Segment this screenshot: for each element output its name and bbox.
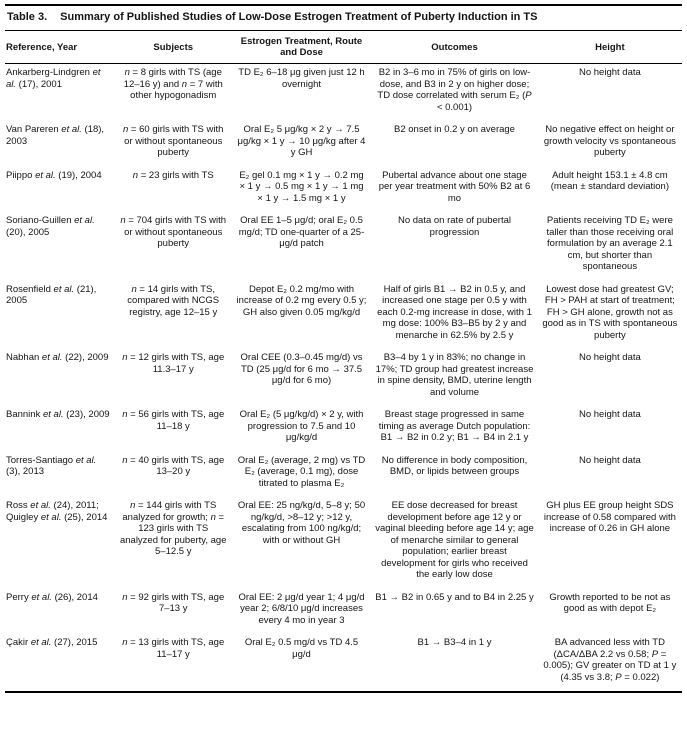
text: Bannink bbox=[6, 409, 43, 420]
header-row bbox=[5, 31, 682, 64]
text: = 7 with other hypogonadism bbox=[130, 78, 223, 101]
italic-text: n bbox=[122, 637, 128, 648]
text: (27), 2015 bbox=[51, 637, 98, 648]
italic-text: P bbox=[525, 90, 532, 101]
cell-treatment: Depot E₂ 0.2 mg/mo with increase of 0.2 mg every 0.5 y; GH also given 0.05 mg/kg/d bbox=[236, 283, 367, 318]
study-row-0 bbox=[5, 64, 682, 122]
cell-treatment: Oral E₂ 0.5 mg/d vs TD 4.5 μg/d bbox=[244, 637, 359, 660]
text: = 23 girls with TS bbox=[138, 169, 214, 181]
italic-text: P bbox=[615, 671, 622, 683]
text: Nabhan bbox=[6, 352, 42, 363]
italic-text: n bbox=[122, 352, 128, 363]
text: = 704 girls with TS with or without spontaneous puberty bbox=[124, 215, 227, 249]
text: (17), 2001 bbox=[16, 78, 62, 90]
cell-height: Lowest dose had greatest GV; FH > PAH at start of treatment; FH > GH alone, growth not as good as in TS with spontaneous puberty bbox=[542, 283, 678, 341]
italic-text: et al. bbox=[42, 409, 64, 420]
cell-height: No height data bbox=[578, 67, 641, 78]
text: = 8 girls with TS (age 12–16 y) and bbox=[123, 67, 222, 90]
study-row-8 bbox=[5, 497, 682, 589]
text: (19), 2004 bbox=[55, 169, 102, 181]
table-body bbox=[5, 64, 682, 693]
cell-subjects bbox=[115, 121, 232, 167]
cell-treatment: Oral EE: 2 μg/d year 1; 4 μg/d year 2; 6/8/10 μg/d increases every 4 mo in year 3 bbox=[238, 591, 365, 626]
text: Perry bbox=[6, 591, 32, 603]
text: = 12 girls with TS, age 11.3–17 y bbox=[127, 352, 225, 375]
cell-subjects bbox=[115, 281, 232, 350]
italic-text: et al. bbox=[61, 124, 82, 135]
cell-subjects bbox=[115, 634, 232, 692]
text: (3), 2013 bbox=[6, 466, 45, 477]
cell-outcomes: B1 → B2 in 0.65 y and to B4 in 2.25 y bbox=[375, 591, 534, 603]
study-row-7 bbox=[5, 452, 682, 498]
italic-text: n bbox=[131, 283, 137, 295]
italic-text: et al. bbox=[40, 511, 62, 523]
cell-height: No negative effect on height or growth velocity vs spontaneous puberty bbox=[543, 124, 676, 158]
cell-reference bbox=[5, 121, 115, 167]
italic-text: et al. bbox=[75, 454, 97, 466]
text: = 92 girls with TS, age 7–13 y bbox=[127, 591, 225, 614]
cell-outcomes: B1 → B3–4 in 1 y bbox=[417, 637, 492, 648]
italic-text: et al. bbox=[74, 215, 95, 226]
cell-subjects bbox=[115, 349, 232, 406]
text: = 56 girls with TS, age 11–18 y bbox=[127, 409, 225, 432]
col-header-reference-year: Reference, Year bbox=[6, 41, 78, 53]
text: (26), 2014 bbox=[51, 591, 98, 603]
text: = 13 girls with TS, age 11–17 y bbox=[127, 637, 225, 660]
italic-text: n bbox=[130, 500, 136, 511]
cell-subjects bbox=[115, 497, 232, 589]
cell-treatment: Oral CEE (0.3–0.45 mg/d) vs TD (25 μg/d for 6 mo → 37.5 μg/d for 6 mo) bbox=[240, 352, 363, 386]
cell-reference bbox=[5, 452, 115, 498]
cell-subjects bbox=[115, 167, 232, 213]
cell-height: Patients receiving TD E₂ were taller than those receiving oral formulation by an average 2.1 cm, but shorter than spontaneous bbox=[546, 215, 674, 272]
cell-outcomes: No data on rate of pubertal progression bbox=[397, 215, 512, 238]
table-title bbox=[5, 4, 682, 31]
cell-height: Growth reported to be not as good as with depot E₂ bbox=[549, 591, 671, 614]
cell-reference bbox=[5, 281, 115, 350]
cell-subjects bbox=[115, 589, 232, 635]
text: = 0.022) bbox=[621, 671, 660, 683]
study-row-3 bbox=[5, 212, 682, 281]
text: (25), 2014 bbox=[61, 511, 108, 523]
cell-outcomes: No difference in body composition, BMD, or lipids between groups bbox=[381, 454, 528, 477]
text: Ross bbox=[6, 500, 31, 511]
text: = 123 girls with TS analyzed for puberty, age 5–12.5 y bbox=[119, 511, 227, 557]
cell-treatment: Oral E₂ 5 μg/kg × 2 y → 7.5 μg/kg × 1 y → 10 μg/kg after 4 y GH bbox=[237, 124, 366, 158]
cell-outcomes: EE dose decreased for breast development before age 12 y or vaginal bleeding before age 14 y; age of menarche similar to general population; earlier breast development for girls who received the early low dose bbox=[375, 500, 534, 580]
italic-text: et al. bbox=[31, 591, 52, 603]
text: Piippo bbox=[6, 169, 36, 181]
italic-text: n bbox=[210, 511, 216, 523]
study-row-6 bbox=[5, 406, 682, 452]
col-header-subjects: Subjects bbox=[153, 41, 194, 53]
study-row-4 bbox=[5, 281, 682, 350]
text: < 0.001) bbox=[436, 101, 473, 113]
italic-text: n bbox=[132, 169, 139, 181]
table-number: Table 3. bbox=[7, 11, 48, 23]
cell-treatment: TD E₂ 6–18 μg given just 12 h overnight bbox=[238, 67, 365, 90]
text: Ankarberg-Lindgren bbox=[6, 67, 93, 78]
text: (21), 2005 bbox=[6, 283, 97, 306]
cell-reference bbox=[5, 212, 115, 281]
text: = 60 girls with TS with or without spontaneous puberty bbox=[124, 124, 224, 158]
table-caption: Summary of Published Studies of Low-Dose Estrogen Treatment of Puberty Induction in TS bbox=[60, 11, 538, 23]
italic-text: et al. bbox=[30, 637, 52, 648]
cell-subjects bbox=[115, 212, 232, 281]
italic-text: n bbox=[122, 454, 128, 466]
text: B2 in 3–6 mo in 75% of girls on low-dose, and B3 in 2 y on higher dose; TD dose correlated with serum E₂ ( bbox=[377, 67, 531, 101]
text: Soriano-Guillen bbox=[6, 215, 75, 226]
text: = 14 girls with TS, compared with NCGS registry, age 12–15 y bbox=[127, 283, 220, 318]
text: Van Pareren bbox=[6, 124, 62, 135]
col-header-height: Height bbox=[595, 41, 625, 53]
italic-text: et al. bbox=[30, 500, 51, 511]
text: (20), 2005 bbox=[6, 226, 50, 238]
cell-height: No height data bbox=[578, 409, 641, 420]
cell-treatment: Oral EE 1–5 μg/d; oral E₂ 0.5 mg/d; TD one-quarter of a 25-μg/d patch bbox=[238, 215, 365, 249]
cell-treatment: Oral E₂ (5 μg/kg/d) × 2 y, with progression to 7.5 and 10 μg/kg/d bbox=[239, 409, 364, 443]
cell-height: GH plus EE group height SDS increase of 0.58 compared with increase of 0.26 in GH alone bbox=[543, 500, 676, 534]
cell-reference bbox=[5, 167, 115, 213]
text: Çakir bbox=[6, 637, 31, 648]
col-header-estrogen-treatment: Estrogen Treatment, Route and Dose bbox=[240, 36, 363, 58]
italic-text: n bbox=[124, 67, 130, 78]
cell-height: Adult height 153.1 ± 4.8 cm (mean ± standard deviation) bbox=[550, 169, 669, 192]
cell-height: No height data bbox=[578, 352, 641, 363]
italic-text: n bbox=[181, 78, 188, 90]
cell-treatment: Oral E₂ (average, 2 mg) vs TD E₂ (average, 0.1 mg), dose titrated to plasma E₂ bbox=[237, 454, 366, 489]
cell-outcomes: Breast stage progressed in same timing as average Dutch population: B1 → B2 in 0.2 y; B1 → B4 in 2.1 y bbox=[378, 409, 531, 443]
cell-outcomes: B2 onset in 0.2 y on average bbox=[394, 124, 515, 135]
cell-height: No height data bbox=[578, 454, 641, 466]
cell-treatment: Oral EE: 25 ng/kg/d, 5–8 y; 50 ng/kg/d, >8–12 y; >12 y, escalating from 100 ng/kg/d; with or without GH bbox=[237, 500, 366, 546]
italic-text: n bbox=[122, 409, 128, 420]
cell-outcomes: Half of girls B1 → B2 in 0.5 y, and increased one stage per 0.5 y with each 0.2-mg increase in dose, with 1 mg dose: 100% B3–B5 by 2 y and menarche in 62.5% by 2.5 y bbox=[377, 283, 532, 341]
cell-subjects bbox=[115, 452, 232, 498]
cell-treatment: E₂ gel 0.1 mg × 1 y → 0.2 mg × 1 y → 0.5 mg × 1 y → 1 mg × 1 y → 1.5 mg × 1 y bbox=[239, 169, 364, 204]
text: Torres-Santiago bbox=[6, 454, 76, 466]
text: = 0.005); GV greater on TD at 1 y (4.35 vs 3.8; bbox=[543, 648, 677, 683]
study-row-10 bbox=[5, 634, 682, 692]
study-row-2 bbox=[5, 167, 682, 213]
cell-reference bbox=[5, 349, 115, 406]
study-row-1 bbox=[5, 121, 682, 167]
text: = 40 girls with TS, age 13–20 y bbox=[127, 454, 225, 477]
text: BA advanced less with TD (ΔCA/ΔBA 2.2 vs 0.58; bbox=[553, 637, 665, 660]
cell-outcomes bbox=[371, 64, 538, 122]
studies-table bbox=[5, 31, 682, 693]
table-head bbox=[5, 31, 682, 64]
text: (18), 2003 bbox=[6, 124, 105, 147]
cell-height bbox=[538, 634, 682, 692]
text: (22), 2009 bbox=[62, 352, 109, 363]
cell-outcomes: Pubertal advance about one stage per year treatment with 50% B2 at 6 mo bbox=[378, 169, 531, 204]
cell-reference bbox=[5, 406, 115, 452]
study-row-9 bbox=[5, 589, 682, 635]
italic-text: n bbox=[122, 591, 128, 603]
study-row-5 bbox=[5, 349, 682, 406]
italic-text: n bbox=[123, 124, 129, 135]
text: Rosenfield bbox=[6, 283, 54, 295]
italic-text: et al. bbox=[41, 352, 63, 363]
italic-text: et al. bbox=[53, 283, 75, 295]
text: (23), 2009 bbox=[63, 409, 110, 420]
cell-reference bbox=[5, 497, 115, 589]
cell-subjects bbox=[115, 64, 232, 122]
cell-subjects bbox=[115, 406, 232, 452]
cell-reference bbox=[5, 589, 115, 635]
italic-text: et al. bbox=[6, 67, 101, 90]
italic-text: n bbox=[120, 215, 126, 226]
text: (24), 2011; Quigley bbox=[6, 500, 99, 523]
italic-text: P bbox=[651, 648, 659, 660]
text: = 144 girls with TS analyzed for growth; bbox=[122, 500, 217, 523]
col-header-outcomes: Outcomes bbox=[431, 41, 478, 53]
italic-text: et al. bbox=[35, 169, 56, 181]
cell-reference bbox=[5, 64, 115, 122]
cell-reference bbox=[5, 634, 115, 692]
cell-outcomes: B3–4 by 1 y in 83%; no change in 17%; TD group had greatest increase in spine density, BMD, uterine length and volume bbox=[375, 352, 534, 398]
